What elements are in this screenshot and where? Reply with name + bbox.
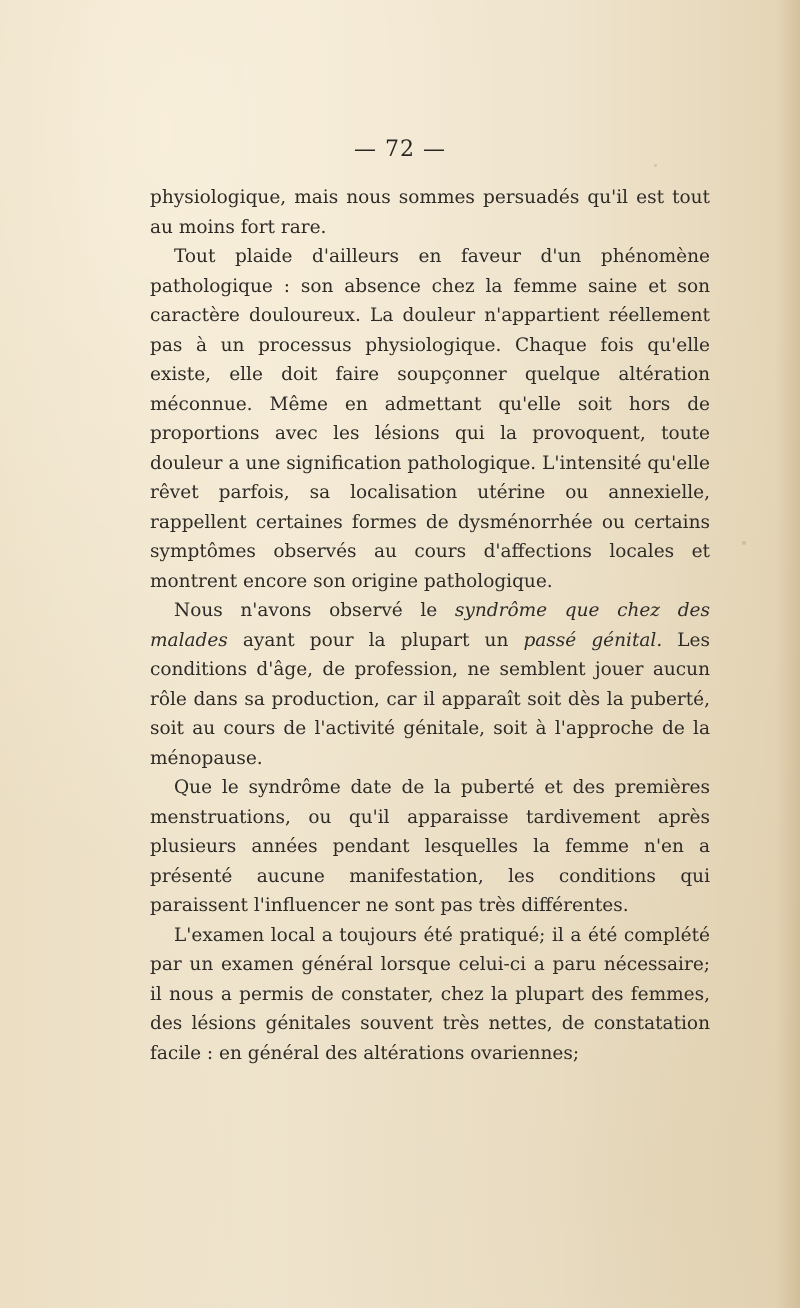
- paper-spot: [742, 541, 746, 545]
- text-segment: Les conditions d'âge, de profession, ne semblent jouer aucun rôle dans sa production, car il apparaît soit dès la puberté, soit au cours de l'activité génitale, soit à l'approche de la ménopause.: [150, 629, 711, 769]
- text-segment: Nous n'avons observé le: [174, 600, 455, 621]
- italic-phrase: syndrôme que chez des malades: [150, 600, 710, 651]
- body-text: [150, 183, 710, 1068]
- italic-phrase: passé génital.: [523, 629, 663, 651]
- paragraph-5: L'examen local a toujours été pratiqué; il a été complété par un examen général lorsque celui-ci a paru nécessaire; il nous a permis de constater, chez la plupart des femmes, des lésions génitales souvent très nettes, de constatation facile : en général des altérations ovariennes;: [150, 924, 710, 1064]
- paragraph-2: Tout plaide d'ailleurs en faveur d'un phénomène pathologique : son absence chez la femme saine et son caractère douloureux. La douleur n'appartient réellement pas à un processus physiologique. Chaque fois qu'elle existe, elle doit faire soupçonner quelque altération méconnue. Même en admettant qu'elle soit hors de proportions avec les lésions qui la provoquent, toute douleur a une signification pathologique. L'intensité qu'elle rêvet parfois, sa localisation utérine ou annexielle, rappellent certaines formes de dysménorrhée ou certains symptômes observés au cours d'affections locales et montrent encore son origine pathologique.: [150, 246, 710, 592]
- paragraph-1: physiologique, mais nous sommes persuadés qu'il est tout au moins fort rare.: [150, 187, 710, 238]
- paragraph-4: Que le syndrôme date de la puberté et des premières menstruations, ou qu'il apparaisse tardivement après plusieurs années pendant lesquelles la femme n'en a présenté aucune manifestation, les conditions qui paraissent l'influencer ne sont pas très différentes.: [150, 777, 710, 916]
- paper-spot: [654, 164, 657, 167]
- paragraph-3: [150, 596, 710, 773]
- page-number: — 72 —: [354, 137, 446, 162]
- text-segment: ayant pour la plupart un: [227, 629, 524, 651]
- page-edge-shadow: [776, 0, 800, 1308]
